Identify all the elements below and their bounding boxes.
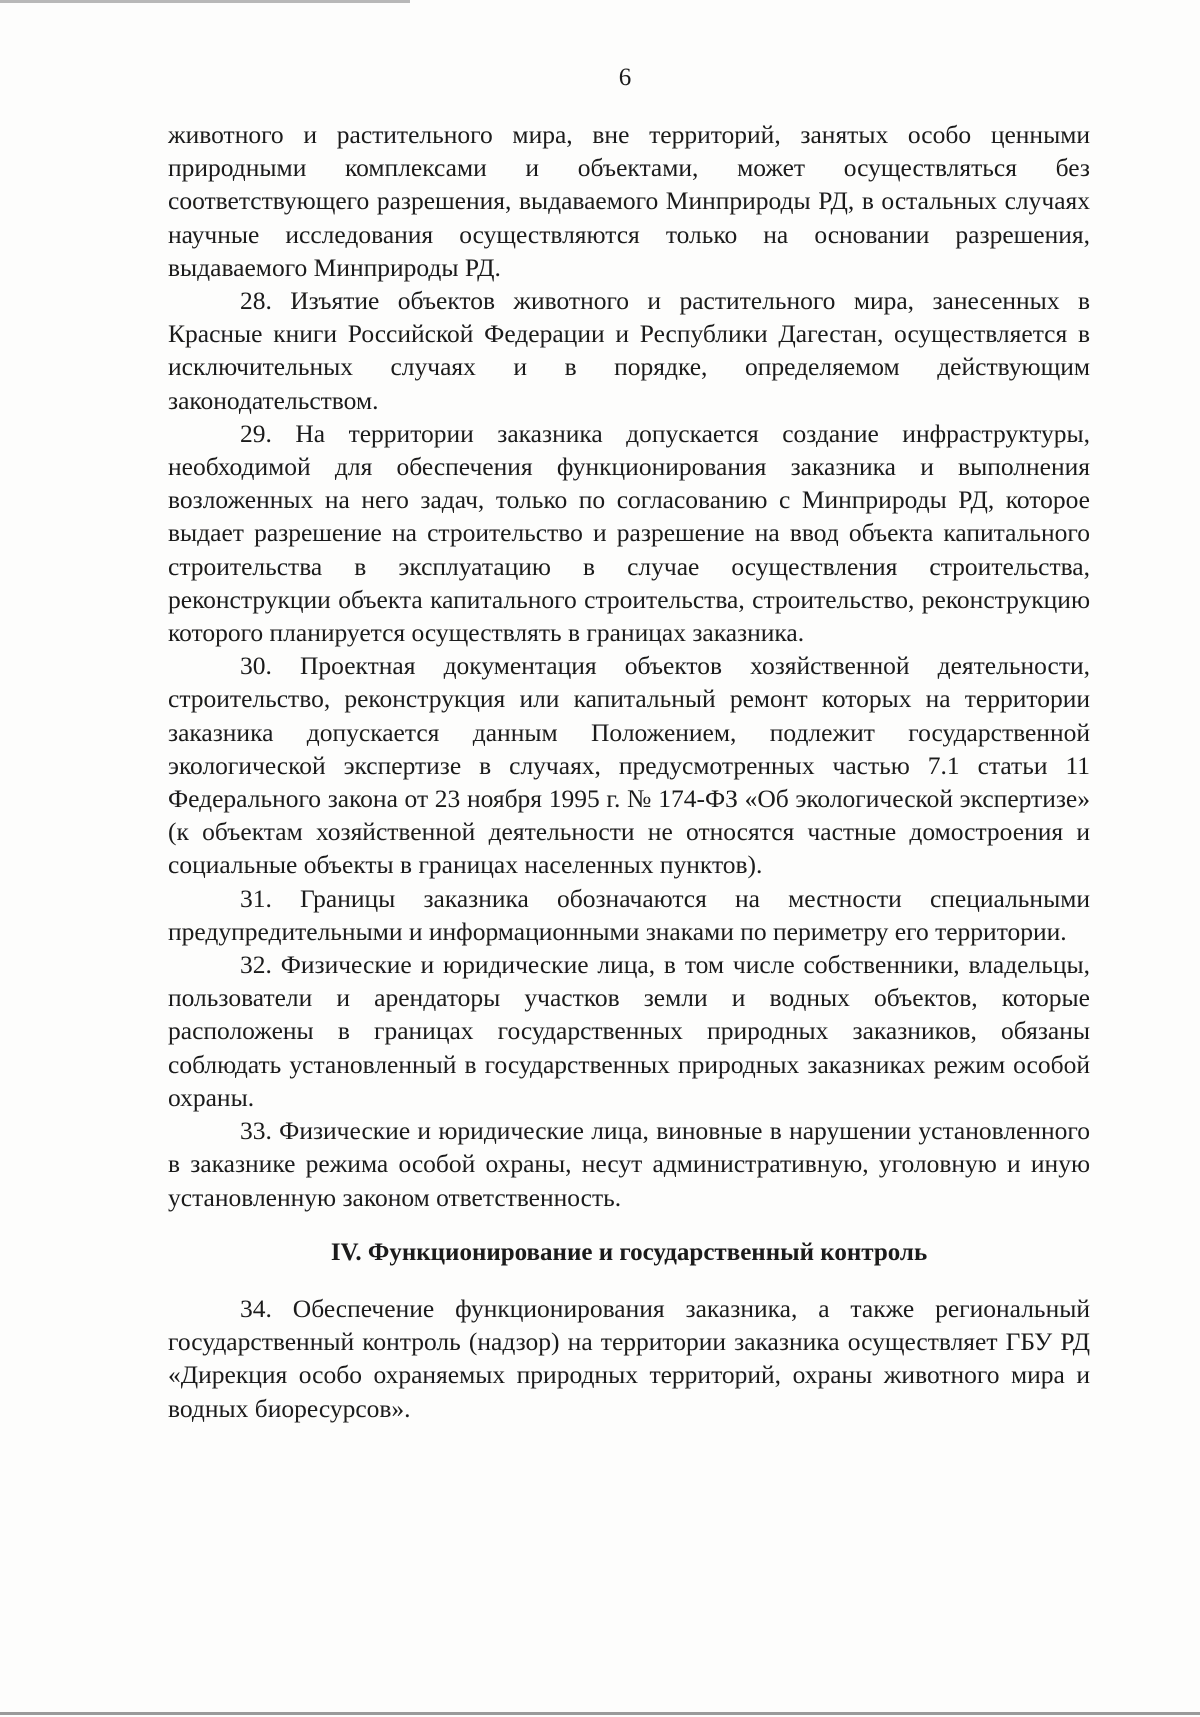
scan-edge-bottom: [0, 1712, 1200, 1715]
paragraph-31: 31. Границы заказника обозначаются на местности специальными предупредительными и информационными знаками по периметру его территории.: [168, 883, 1090, 946]
paragraph-27-continuation: животного и растительного мира, вне территорий, занятых особо ценными природными комплексами и объектами, может осуществляться без соответствующего разрешения, выдаваемого Минприроды РД, в остальных случаях научные исследования осуществляются только на основании разрешения, выдаваемого Минприроды РД.: [168, 120, 1090, 282]
document-body: [168, 118, 1090, 1425]
paragraph-32: 32. Физические и юридические лица, в том числе собственники, владельцы, пользователи и арендаторы участков земли и водных объектов, которые расположены в границах государственных природных заказников, обязаны соблюдать установленный в государственных природных заказниках режим особой охраны.: [168, 950, 1090, 1112]
section-heading: IV. Функционирование и государственный контроль: [330, 1238, 928, 1266]
scan-edge-top: [0, 0, 410, 3]
page-number: 6: [618, 64, 632, 91]
paragraph-30: 30. Проектная документация объектов хозяйственной деятельности, строительство, реконструкция или капитальный ремонт которых на территории заказника допускается данным Положением, подлежит государственной экологической экспертизе в случаях, предусмотренных частью 7.1 статьи 11 Федерального закона от 23 ноября 1995 г. № 174-ФЗ «Об экологической экспертизе» (к объектам хозяйственной деятельности не относятся частные домостроения и социальные объекты в границах населенных пунктов).: [168, 651, 1090, 880]
paragraph-33: 33. Физические и юридические лица, виновные в нарушении установленного в заказнике режима особой охраны, несут административную, уголовную и иную установленную законом ответственность.: [168, 1116, 1090, 1212]
paragraph-29: 29. На территории заказника допускается создание инфраструктуры, необходимой для обеспечения функционирования заказника и выполнения возложенных на него задач, только по согласованию с Минприроды РД, которое выдает разрешение на строительство и разрешение на ввод объекта капитального строительства в эксплуатацию в случае осуществления строительства, реконструкции объекта капитального строительства, строительство, реконструкцию которого планируется осуществлять в границах заказника.: [168, 418, 1090, 648]
paragraph-28: 28. Изъятие объектов животного и растительного мира, занесенных в Красные книги Российской Федерации и Республики Дагестан, осуществляется в исключительных случаях и в порядке, определяемом действующим законодательством.: [168, 286, 1090, 415]
paragraph-34: 34. Обеспечение функционирования заказника, а также региональный государственный контроль (надзор) на территории заказника осуществляет ГБУ РД «Дирекция особо охраняемых природных территорий, охраны животного мира и водных биоресурсов».: [168, 1293, 1090, 1423]
